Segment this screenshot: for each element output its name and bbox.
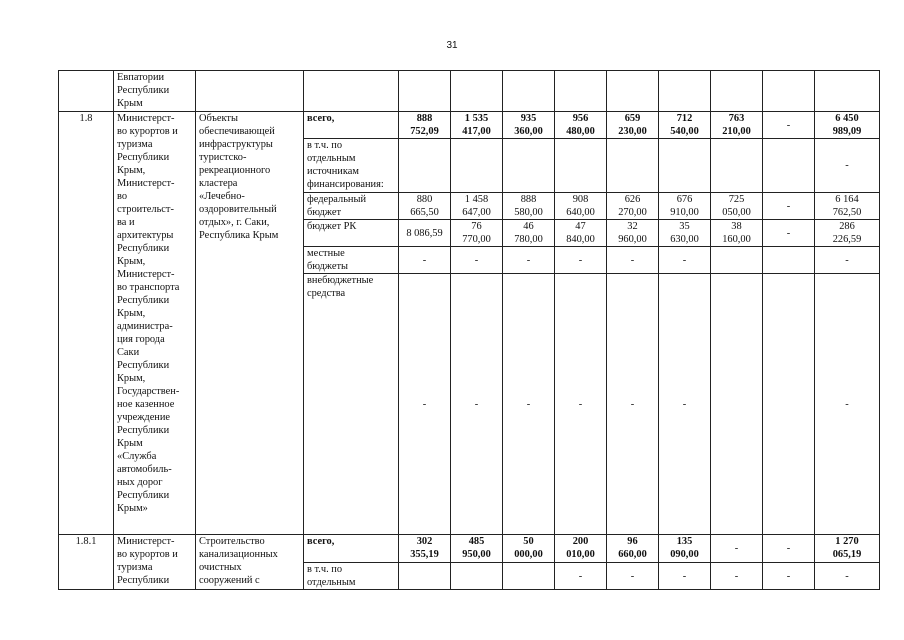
value-cell: [815, 247, 880, 274]
value-cell: [555, 274, 607, 535]
value-cell: [607, 139, 659, 193]
value-cell: [503, 220, 555, 247]
value-cell: [399, 274, 451, 535]
value-line: -: [526, 398, 531, 410]
executor-line: ных дорог: [117, 477, 163, 488]
value-line: 76: [471, 221, 482, 232]
value-line: 8 086,59: [406, 227, 443, 239]
value-line: -: [682, 398, 687, 410]
value-line: 626: [624, 194, 641, 205]
value-cell: [503, 112, 555, 139]
value-line: 647,00: [462, 207, 491, 218]
value-line: 160,00: [722, 234, 751, 245]
value-cell: [763, 274, 815, 535]
value-line: -: [845, 570, 849, 582]
executor-line: Республики: [117, 490, 170, 501]
value-line: 908: [572, 194, 589, 205]
value-line: 46: [523, 221, 534, 232]
source-label-line: бюджеты: [307, 261, 348, 272]
source-label-line: средства: [307, 288, 346, 299]
object-line: Объекты: [199, 113, 238, 124]
value-cell: [503, 193, 555, 220]
executor-cell: [114, 112, 196, 535]
value-line: 960,00: [618, 234, 647, 245]
value-line: 065,19: [832, 549, 862, 560]
cell-empty: [304, 71, 399, 112]
value-line: 725: [728, 194, 745, 205]
value-line: -: [786, 570, 791, 582]
value-line: 47: [575, 221, 586, 232]
executor-line: Министерст-: [117, 536, 175, 547]
value-cell: [555, 220, 607, 247]
object-line: оздоровительный: [199, 204, 277, 215]
value-line: -: [682, 570, 687, 582]
value-cell: [607, 274, 659, 535]
value-line: 665,50: [410, 207, 439, 218]
table-row: [59, 535, 880, 563]
executor-line: ва и: [117, 217, 135, 228]
value-line: 6 450: [835, 113, 859, 124]
executor-line: Крым»: [117, 503, 148, 514]
value-cell: [607, 112, 659, 139]
value-cell: [399, 139, 451, 193]
value-line: -: [845, 160, 849, 171]
value-line: -: [474, 398, 479, 410]
value-cell: [659, 247, 711, 274]
value-line: 580,00: [514, 207, 543, 218]
object-line: отдых», г. Саки,: [199, 217, 270, 228]
source-label: [304, 220, 399, 247]
object-line: инфраструктуры: [199, 139, 273, 150]
executor-line: Крым: [117, 438, 143, 449]
executor-line: администра-: [117, 321, 173, 332]
cell-empty: [503, 71, 555, 112]
value-line: 090,00: [670, 549, 699, 560]
executor-line: Крым: [117, 98, 143, 109]
value-line: 540,00: [670, 126, 699, 137]
value-cell: [815, 274, 880, 535]
value-cell: [815, 535, 880, 563]
value-line: 935: [520, 113, 537, 124]
value-cell: [451, 563, 503, 590]
executor-line: Крым,: [117, 373, 146, 384]
executor-cell: [114, 535, 196, 590]
value-cell: [555, 247, 607, 274]
value-line: -: [734, 543, 739, 554]
source-label-line: отдельным: [307, 577, 356, 588]
value-cell: [711, 535, 763, 563]
value-line: 302: [416, 536, 433, 547]
executor-line: Республики: [117, 85, 170, 96]
value-line: 286: [839, 221, 855, 232]
value-line: 712: [676, 113, 693, 124]
value-cell: [451, 247, 503, 274]
source-label-line: местные: [307, 248, 345, 259]
value-line: 762,50: [832, 207, 862, 218]
value-cell: [815, 563, 880, 590]
executor-line: учреждение: [117, 412, 171, 423]
value-cell: [815, 139, 880, 193]
value-cell: [607, 247, 659, 274]
row-number: [59, 112, 114, 535]
value-cell: [711, 139, 763, 193]
value-cell: [659, 563, 711, 590]
executor-line: во курортов и: [117, 126, 178, 137]
value-line: 1 535: [464, 113, 489, 124]
source-label-line: отдельным: [307, 153, 356, 164]
object-line: кластера: [199, 178, 238, 189]
value-cell: [451, 274, 503, 535]
source-label-line: внебюджетные: [307, 275, 374, 286]
value-cell: [659, 274, 711, 535]
value-cell: [451, 193, 503, 220]
table-row: [59, 112, 880, 139]
executor-line: архитектуры: [117, 230, 174, 241]
value-cell: [451, 139, 503, 193]
value-cell: [555, 193, 607, 220]
value-line: 763: [728, 113, 745, 124]
value-cell: [607, 193, 659, 220]
value-line: -: [630, 254, 635, 266]
value-line: 752,09: [410, 126, 439, 137]
cell-empty: [59, 71, 114, 112]
value-line: 355,19: [410, 549, 439, 560]
value-cell: [399, 563, 451, 590]
value-cell: [503, 139, 555, 193]
executor-line: Министерст-: [117, 178, 175, 189]
cell-empty: [763, 71, 815, 112]
budget-table: [58, 70, 880, 590]
value-line: -: [786, 119, 791, 131]
executor-line: во: [117, 191, 128, 202]
cell-empty: [451, 71, 503, 112]
executor-line: Республики: [117, 425, 170, 436]
value-line: 888: [416, 113, 433, 124]
value-line: -: [422, 254, 427, 266]
cell-empty: [659, 71, 711, 112]
value-line: 910,00: [670, 207, 699, 218]
executor-line: Крым,: [117, 256, 146, 267]
executor-line: автомобиль-: [117, 464, 172, 475]
executor-line: Республики: [117, 360, 170, 371]
source-label-line: в т.ч. по: [307, 140, 343, 151]
value-line: 780,00: [514, 234, 543, 245]
value-cell: [503, 563, 555, 590]
value-cell: [399, 193, 451, 220]
value-line: -: [422, 398, 427, 410]
value-line: 135: [676, 536, 693, 547]
object-line: «Лечебно-: [199, 191, 245, 202]
value-line: -: [578, 254, 583, 266]
object-line: канализационных: [199, 549, 278, 560]
value-cell: [399, 220, 451, 247]
value-cell: [763, 563, 815, 590]
source-label: [304, 193, 399, 220]
object-line: туристско-: [199, 152, 247, 163]
source-label: [304, 247, 399, 274]
executor-line: Республики: [117, 243, 170, 254]
executor-line: ция города: [117, 334, 165, 345]
value-cell: [399, 535, 451, 563]
value-line: 010,00: [566, 549, 595, 560]
value-cell: [711, 274, 763, 535]
value-line: 1 270: [835, 536, 859, 547]
value-line: 32: [627, 221, 638, 232]
value-cell: [451, 535, 503, 563]
source-label-line: бюджет: [307, 207, 342, 218]
executor-line: строительст-: [117, 204, 174, 215]
executor-line: во транспорта: [117, 282, 180, 293]
value-cell: [815, 112, 880, 139]
executor-line: Министерст-: [117, 269, 175, 280]
row-number-text: 1.8.1: [75, 536, 97, 547]
value-line: 660,00: [618, 549, 647, 560]
value-cell: [555, 139, 607, 193]
value-line: 50: [523, 536, 534, 547]
cell-empty: [196, 71, 304, 112]
value-line: -: [526, 254, 531, 266]
executor-line: туризма: [117, 139, 153, 150]
object-cell: [196, 535, 304, 590]
value-cell: [503, 274, 555, 535]
value-line: 770,00: [462, 234, 491, 245]
row-number: [59, 535, 114, 590]
value-cell: [763, 247, 815, 274]
value-line: 676: [676, 194, 693, 205]
executor-line: Республики: [117, 152, 170, 163]
value-line: -: [786, 543, 791, 554]
value-cell: [607, 220, 659, 247]
value-line: 270,00: [618, 207, 647, 218]
table-row: [59, 71, 880, 112]
source-label: [304, 563, 399, 590]
value-line: 230,00: [618, 126, 647, 137]
value-line: -: [845, 254, 849, 266]
source-label-line: в т.ч. по: [307, 564, 343, 575]
source-label-line: источникам: [307, 166, 359, 177]
executor-line: Республики: [117, 575, 170, 586]
value-cell: [451, 220, 503, 247]
value-cell: [607, 563, 659, 590]
object-line: сооружений с: [199, 575, 260, 586]
value-cell: [451, 112, 503, 139]
executor-line: туризма: [117, 562, 153, 573]
value-line: -: [845, 398, 849, 410]
source-label: [304, 139, 399, 193]
cell-empty: [607, 71, 659, 112]
value-line: 226,59: [832, 234, 862, 245]
value-cell: [555, 112, 607, 139]
cell-empty: [711, 71, 763, 112]
object-line: обеспечивающей: [199, 126, 275, 137]
value-line: 840,00: [566, 234, 595, 245]
value-line: 956: [572, 113, 589, 124]
value-cell: [711, 563, 763, 590]
table-body: [59, 71, 880, 590]
value-line: 950,00: [462, 549, 491, 560]
value-line: 210,00: [722, 126, 751, 137]
value-line: -: [630, 570, 635, 582]
value-cell: [555, 535, 607, 563]
value-line: 360,00: [514, 126, 543, 137]
value-line: 35: [679, 221, 690, 232]
value-line: -: [682, 254, 687, 266]
value-line: 38: [731, 221, 742, 232]
value-cell: [763, 535, 815, 563]
source-label-line: федеральный: [307, 194, 367, 205]
value-cell: [763, 112, 815, 139]
value-line: -: [734, 570, 739, 582]
value-cell: [711, 220, 763, 247]
source-label: [304, 112, 399, 139]
page-number: 31: [446, 40, 458, 51]
object-line: очистных: [199, 562, 242, 573]
value-line: 6 164: [835, 194, 859, 205]
executor-line: Государствен-: [117, 386, 180, 397]
value-line: 880: [416, 194, 433, 205]
source-label-line: всего,: [307, 113, 335, 124]
value-cell: [399, 247, 451, 274]
object-line: рекреационного: [199, 165, 271, 176]
value-cell: [711, 193, 763, 220]
source-label-line: финансирования:: [307, 179, 384, 190]
value-line: 888: [520, 194, 537, 205]
row-number-text: 1.8: [79, 113, 93, 124]
source-label: [304, 274, 399, 535]
value-line: 96: [627, 536, 638, 547]
executor-line: Саки: [117, 347, 140, 358]
value-line: 200: [572, 536, 589, 547]
source-label-line: всего,: [307, 536, 335, 547]
value-cell: [659, 220, 711, 247]
value-cell: [659, 535, 711, 563]
executor-line: Крым,: [117, 308, 146, 319]
value-line: 630,00: [670, 234, 699, 245]
executor-line: во курортов и: [117, 549, 178, 560]
value-cell: [815, 193, 880, 220]
value-line: -: [786, 227, 791, 239]
value-line: 989,09: [832, 126, 862, 137]
value-cell: [399, 112, 451, 139]
object-line: Строительство: [199, 536, 265, 547]
executor-cell: [114, 71, 196, 112]
value-cell: [711, 247, 763, 274]
source-label: [304, 535, 399, 563]
value-cell: [659, 139, 711, 193]
value-line: 417,00: [462, 126, 491, 137]
cell-empty: [815, 71, 880, 112]
value-line: -: [578, 570, 583, 582]
value-line: 1 458: [464, 194, 489, 205]
value-line: 659: [624, 113, 641, 124]
value-cell: [555, 563, 607, 590]
executor-line: Министерст-: [117, 113, 175, 124]
value-line: -: [578, 398, 583, 410]
value-line: -: [474, 254, 479, 266]
object-line: Республика Крым: [199, 230, 279, 241]
executor-line: «Служба: [117, 451, 157, 462]
value-cell: [503, 247, 555, 274]
executor-line: Республики: [117, 295, 170, 306]
value-cell: [763, 139, 815, 193]
source-label-line: бюджет РК: [307, 221, 357, 232]
value-line: 050,00: [722, 207, 751, 218]
executor-line: Евпатории: [117, 72, 165, 83]
value-line: 480,00: [566, 126, 595, 137]
value-line: 640,00: [566, 207, 595, 218]
value-cell: [607, 535, 659, 563]
object-cell: [196, 112, 304, 535]
value-cell: [763, 193, 815, 220]
value-line: -: [630, 398, 635, 410]
value-cell: [659, 193, 711, 220]
executor-line: ное казенное: [117, 399, 175, 410]
value-cell: [815, 220, 880, 247]
value-cell: [659, 112, 711, 139]
cell-empty: [555, 71, 607, 112]
cell-empty: [399, 71, 451, 112]
value-line: 485: [468, 536, 485, 547]
executor-line: Крым,: [117, 165, 146, 176]
value-cell: [763, 220, 815, 247]
value-line: 000,00: [514, 549, 543, 560]
value-cell: [711, 112, 763, 139]
value-cell: [503, 535, 555, 563]
value-line: -: [786, 200, 791, 212]
